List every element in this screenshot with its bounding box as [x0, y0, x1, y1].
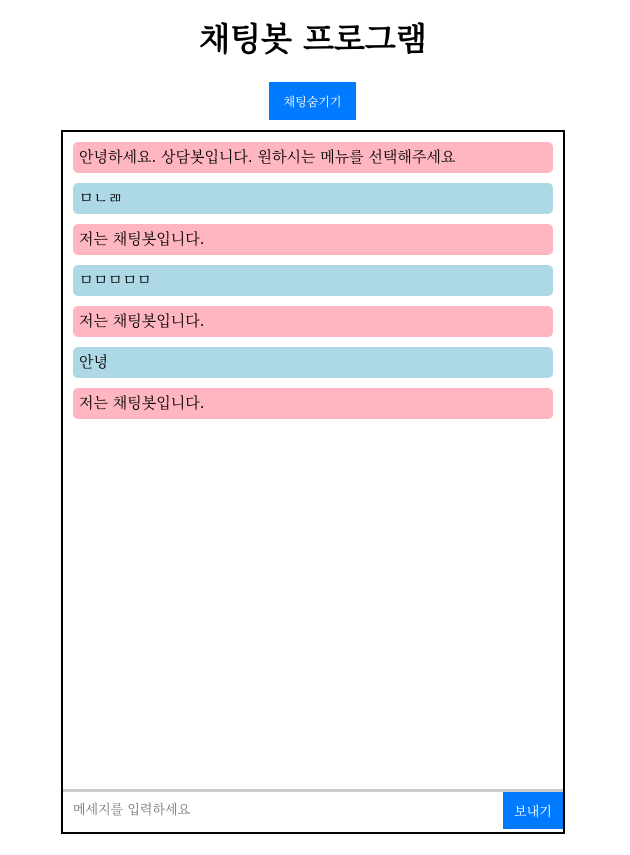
- message-input[interactable]: [63, 792, 503, 829]
- message-composer: [63, 789, 563, 832]
- bot-message: 저는 채팅봇입니다.: [73, 224, 553, 255]
- user-message: ㅁㄴㄻ: [73, 183, 553, 214]
- user-message: 안녕: [73, 347, 553, 378]
- bot-message: 저는 채팅봇입니다.: [73, 388, 553, 419]
- message-list[interactable]: [73, 142, 553, 792]
- user-message: ㅁㅁㅁㅁㅁ: [73, 265, 553, 296]
- bot-message: 안녕하세요. 상담봇입니다. 원하시는 메뉴를 선택해주세요: [73, 142, 553, 173]
- bot-message: 저는 채팅봇입니다.: [73, 306, 553, 337]
- page-title: 채팅봇 프로그램: [199, 20, 427, 58]
- send-button[interactable]: 보내기: [503, 792, 563, 829]
- chat-container: [61, 130, 565, 834]
- hide-chat-button[interactable]: 채팅숨기기: [269, 82, 356, 120]
